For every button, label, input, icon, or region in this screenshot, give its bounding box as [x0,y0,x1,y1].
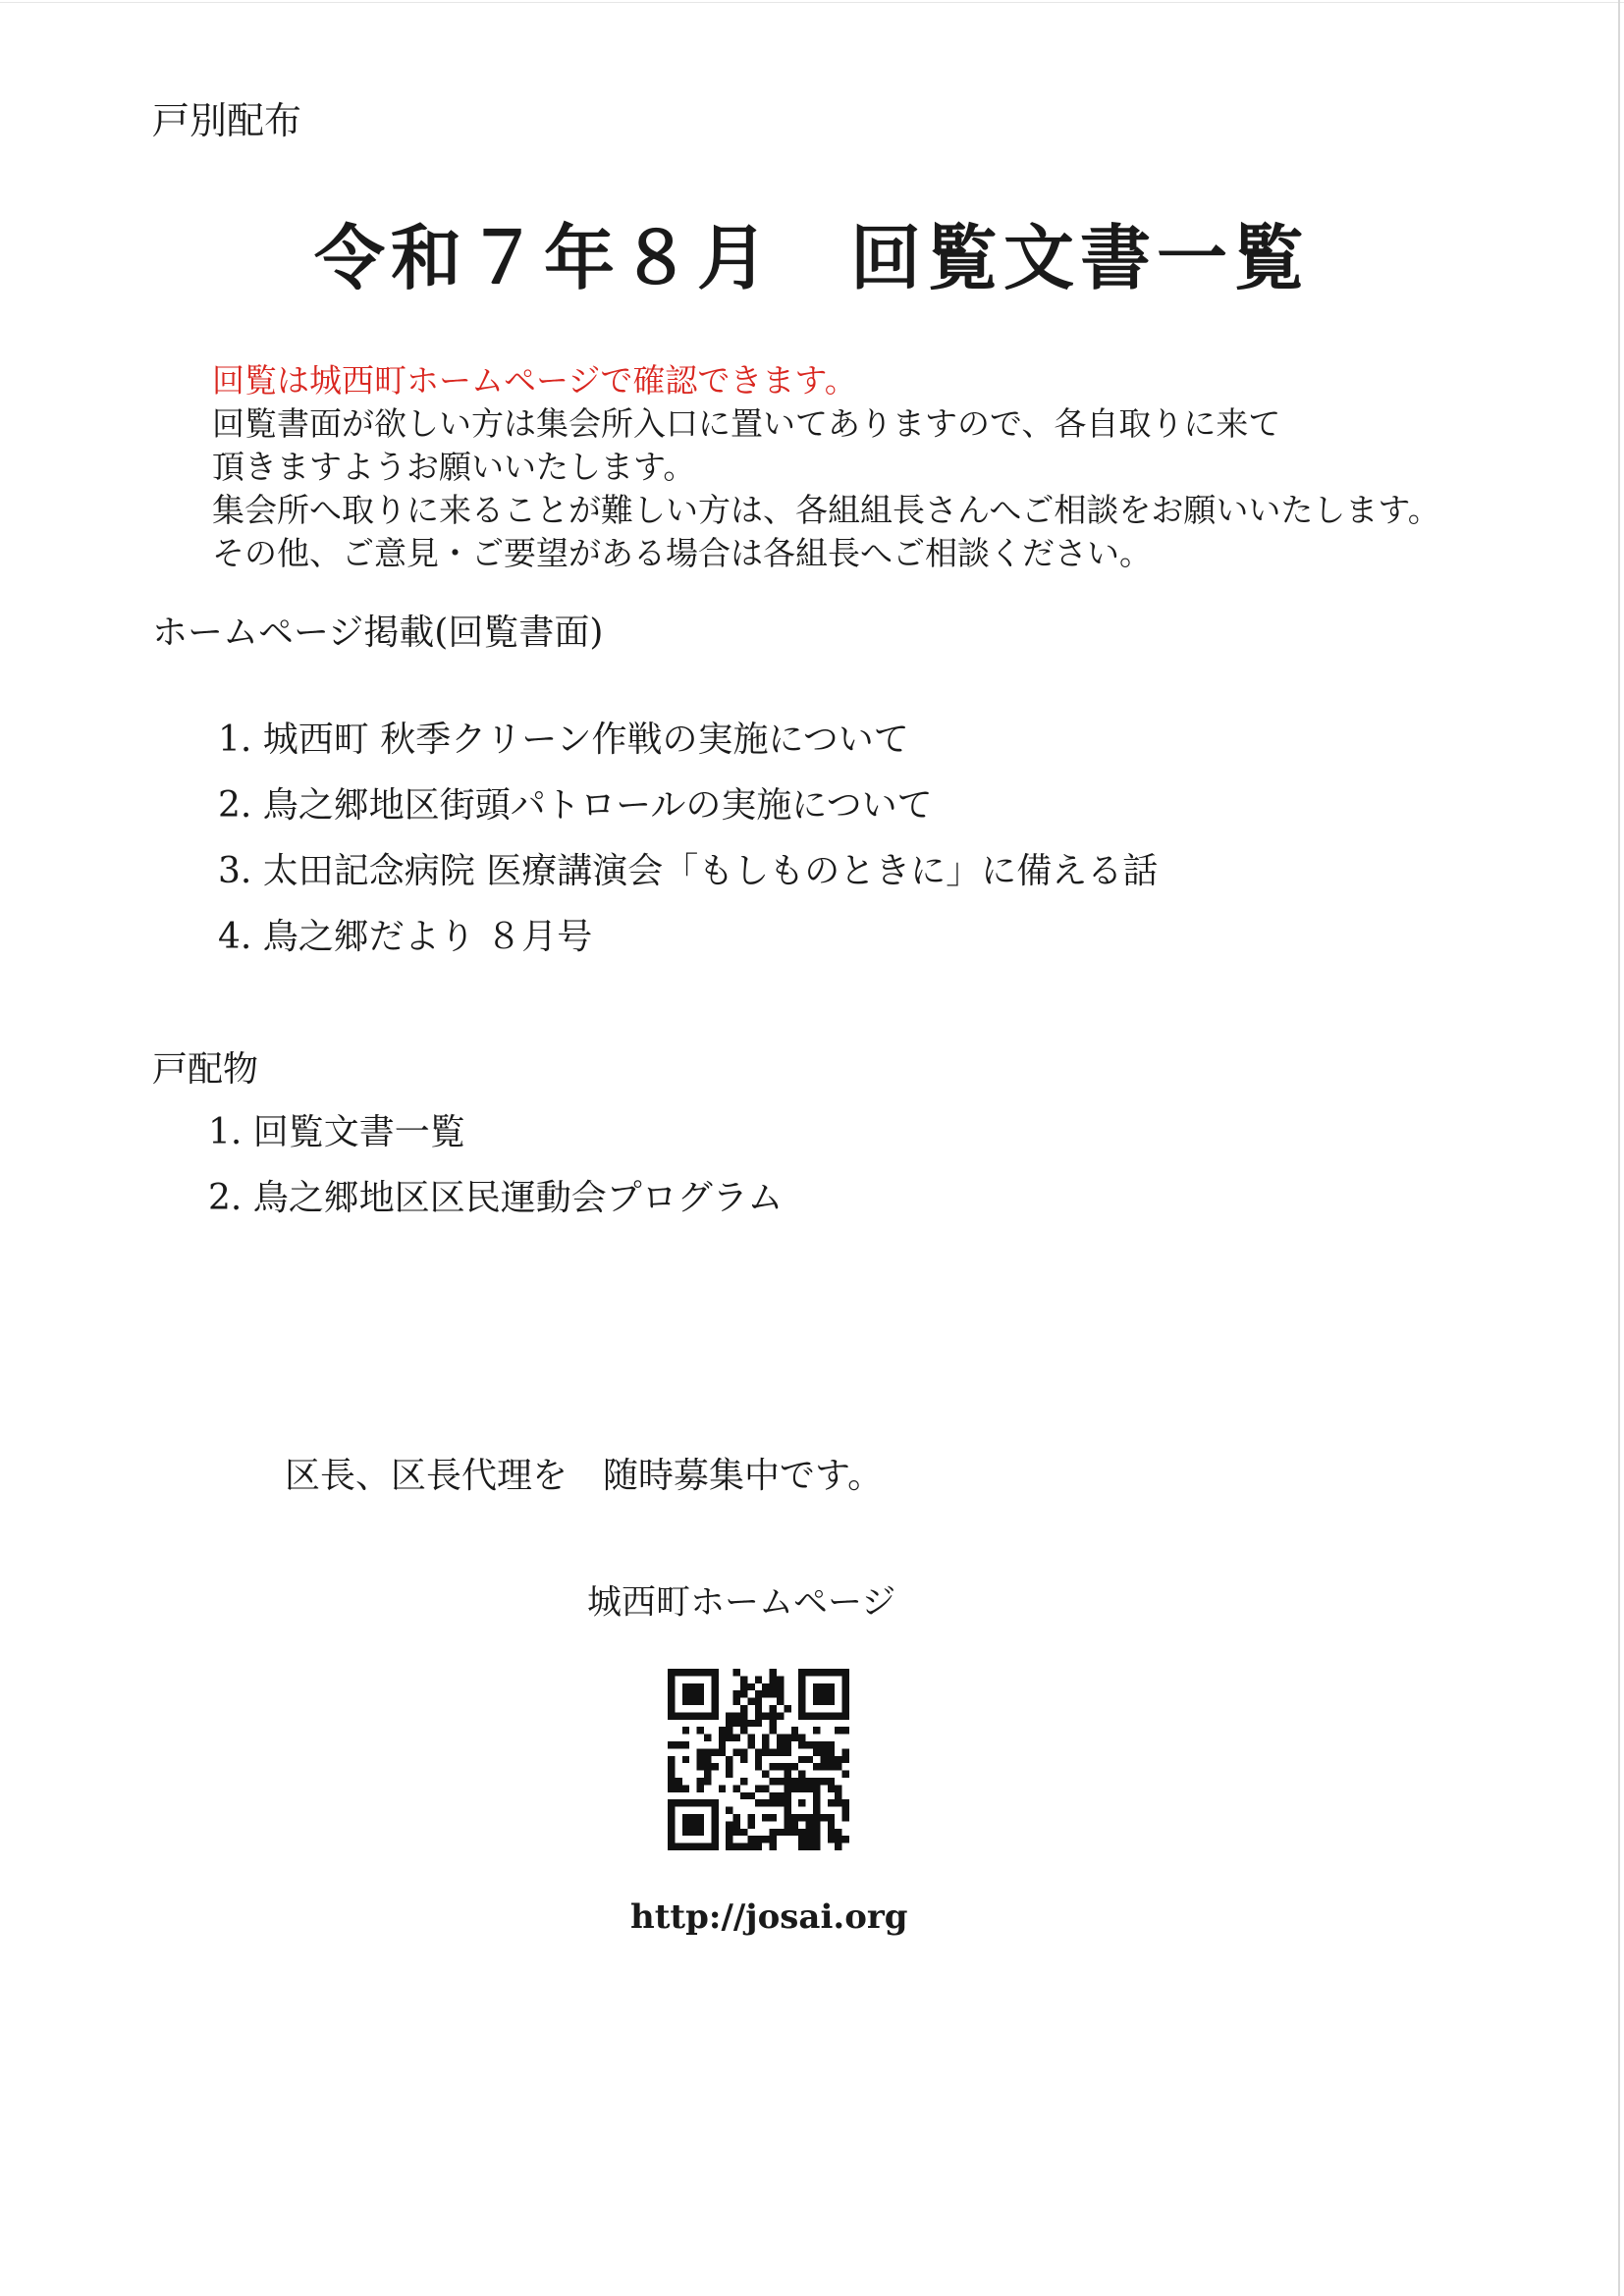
distribution-label: 戸別配布 [152,99,302,142]
page-title: 令和７年８月 回覧文書一覧 [314,216,1311,299]
list-item: 1. 城西町 秋季クリーン作戦の実施について [218,720,909,760]
homepage-label: 城西町ホームページ [587,1583,896,1623]
list-item: 2. 鳥之郷地区区民運動会プログラム [208,1178,784,1218]
notice-highlight: 回覧は城西町ホームページで確認できます。 [212,361,857,400]
notice-line: 頂きますようお願いいたします。 [212,448,696,486]
list-item: 3. 太田記念病院 医療講演会「もしものときに」に備える話 [218,851,1159,891]
homepage-document-list [218,707,1158,970]
notice-line: その他、ご意見・ご要望がある場合は各組長へご相談ください。 [212,534,1152,572]
scan-edge-right [1618,0,1620,2296]
door-section-heading: 戸配物 [152,1049,259,1090]
qr-code-icon [668,1669,849,1850]
list-item: 4. 鳥之郷だより ８月号 [218,917,593,957]
door-delivery-list [208,1099,783,1231]
list-item: 1. 回覧文書一覧 [208,1112,465,1152]
scan-edge-top [0,2,1624,3]
notice-line: 集会所へ取りに来ることが難しい方は、各組組長さんへご相談をお願いいたします。 [212,491,1440,529]
notice-block [212,359,1440,575]
recruitment-notice: 区長、区長代理を 随時募集中です。 [285,1456,884,1496]
list-item: 2. 鳥之郷地区街頭パトロールの実施について [218,785,933,826]
notice-line: 回覧書面が欲しい方は集会所入口に置いてありますので、各自取りに来て [212,404,1281,443]
homepage-url: http://josai.org [630,1897,908,1937]
homepage-section-heading: ホームページ掲載(回覧書面) [152,613,604,653]
